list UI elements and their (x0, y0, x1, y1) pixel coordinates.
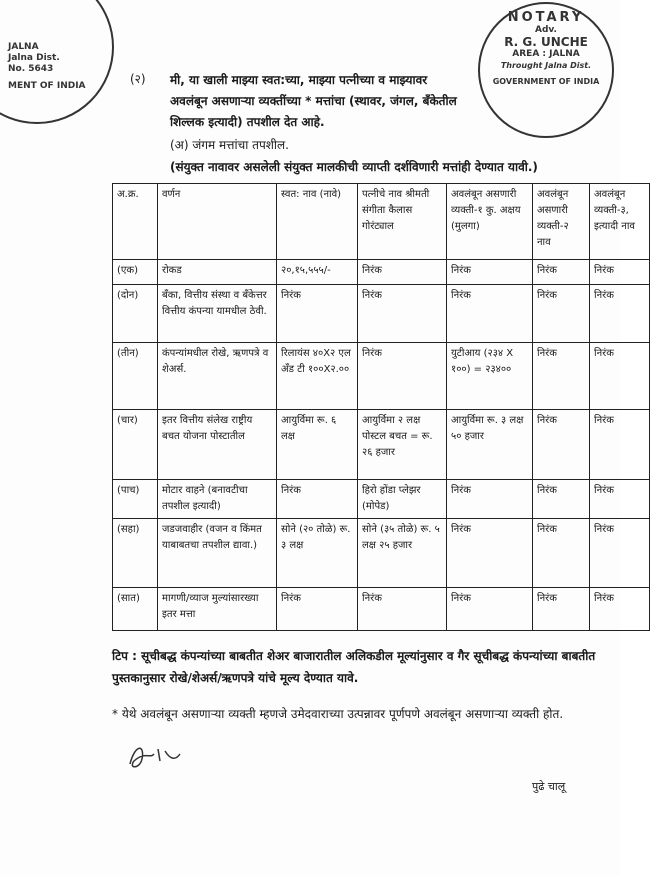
table-cell: हिरो होंडा प्लेझर (मोपेड) (358, 480, 447, 519)
table-row (113, 480, 650, 519)
table-cell: (एक) (113, 260, 158, 285)
table-cell: निरंक (533, 519, 590, 588)
column-header: अ.क्र. (113, 184, 158, 260)
table-cell: निरंक (533, 480, 590, 519)
table-cell: निरंक (277, 588, 358, 631)
table-cell: निरंक (358, 343, 447, 410)
stamp-text: MENT OF INDIA (8, 81, 86, 91)
table-cell: (दोन) (113, 285, 158, 343)
column-header: स्वत: नाव (नावे) (277, 184, 358, 260)
stamp-text: AREA : JALNA (512, 49, 580, 59)
table-cell: निरंक (590, 588, 650, 631)
table-cell: निरंक (447, 519, 533, 588)
stamp-text: Adv. (535, 25, 557, 35)
table-cell: निरंक (447, 285, 533, 343)
table-cell: निरंक (358, 260, 447, 285)
movable-assets-table (112, 183, 650, 631)
column-header: अवलंबून असणारी व्यक्ती-१ कु. अक्षय (मुलगा) (447, 184, 533, 260)
table-cell: (तीन) (113, 343, 158, 410)
table-cell: निरंक (533, 285, 590, 343)
table-cell: सोने (३५ तोळे) रू. ५ लक्ष २५ हजार (358, 519, 447, 588)
table-cell: निरंक (590, 480, 650, 519)
table-cell: निरंक (590, 410, 650, 480)
table-cell: युटीआय (२३४ X १००) = २३४०० (447, 343, 533, 410)
table-cell: (सहा) (113, 519, 158, 588)
table-cell: (सात) (113, 588, 158, 631)
column-header: वर्णन (158, 184, 277, 260)
stamp-text: JALNA (8, 42, 39, 52)
stamp-text: Jalna Dist. (8, 53, 60, 63)
table-cell: निरंक (358, 285, 447, 343)
table-row (113, 410, 650, 480)
table-cell: मोटार वाहने (बनावटीचा तपशील इत्यादी) (158, 480, 277, 519)
subnote: (संयुक्त नावावर असलेली संयुक्त मालकीची व्याप्ती दर्शविणारी मत्तांही देण्यात यावी.) (170, 160, 538, 174)
table-row (113, 285, 650, 343)
table-cell: निरंक (533, 410, 590, 480)
table-cell: निरंक (533, 343, 590, 410)
intro-paragraph: मी, या खाली माझ्या स्वत:च्या, माझ्या पत्नीच्या व माझ्यावर अवलंबून असणाऱ्या व्यक्तींच्या * मत्तांचा (स्थावर, जंगल, बँकेतील शिल्लक इत्यादी) तपशील देत आहे. (170, 73, 457, 129)
signature (120, 739, 190, 779)
footnote: * येथे अवलंबून असणाऱ्या व्यक्ती म्हणजे उमेदवाराच्या उत्पन्नावर पूर्णपणे अवलंबून असणाऱ्या व्यक्ती होत. (112, 707, 564, 721)
table-cell: निरंक (277, 480, 358, 519)
stamp-text: NOTARY (507, 10, 585, 25)
table-cell: निरंक (447, 480, 533, 519)
table-cell: आयुर्विमा रू. ६ लक्ष (277, 410, 358, 480)
table-cell: निरंक (358, 588, 447, 631)
stamp-text: GOVERNMENT OF INDIA (492, 77, 600, 86)
subheading: (अ) जंगम मत्तांचा तपशील. (170, 138, 289, 152)
notary-stamp-left (0, 0, 114, 124)
table-cell: निरंक (590, 285, 650, 343)
table-cell: जडजवाहीर (वजन व किंमत याबाबतचा तपशील द्यावा.) (158, 519, 277, 588)
stamp-text: No. 5643 (8, 64, 54, 74)
table-cell: इतर वित्तीय संलेख राष्ट्रीय बचत योजना पोस्टातील (158, 410, 277, 480)
table-cell: मागणी/व्याज मुल्यांसारख्या इतर मत्ता (158, 588, 277, 631)
table-cell: सोने (२० तोळे) रू. ३ लक्ष (277, 519, 358, 588)
table-row (113, 260, 650, 285)
table-cell: निरंक (590, 519, 650, 588)
column-header: अवलंबून असणारी व्यक्ती-२ नाव (533, 184, 590, 260)
table-cell: निरंक (590, 343, 650, 410)
table-cell: निरंक (277, 285, 358, 343)
table-cell: (चार) (113, 410, 158, 480)
table-cell: निरंक (590, 260, 650, 285)
table-cell: निरंक (533, 588, 590, 631)
table-cell: निरंक (447, 588, 533, 631)
table-row (113, 343, 650, 410)
table-row (113, 519, 650, 588)
table-cell: (पाच) (113, 480, 158, 519)
table-header-row (113, 184, 650, 260)
table-row (113, 588, 650, 631)
continued-label: पुढे चालू (532, 780, 566, 793)
table-cell: निरंक (533, 260, 590, 285)
table-cell: रोकड (158, 260, 277, 285)
stamp-text: Throught Jalna Dist. (500, 61, 592, 70)
table-cell: रिलायंस ४०X२ एल अँड टी १००X२.०० (277, 343, 358, 410)
section-number: (२) (130, 72, 146, 86)
table-cell: बँका, वित्तीय संस्था व बँकेत्तर वित्तीय कंपन्या यामधील ठेवी. (158, 285, 277, 343)
table-cell: २०,१५,५५५/- (277, 260, 358, 285)
stamp-text: R. G. UNCHE (504, 35, 588, 49)
column-header: अवलंबून व्यक्ती-३, इत्यादी नाव (590, 184, 650, 260)
table-cell: कंपन्यांमधील रोखे, ऋणपत्रे व शेअर्स. (158, 343, 277, 410)
tip-note: टिप : सूचीबद्ध कंपन्यांच्या बाबतीत शेअर बाजारातील अलिकडील मूल्यांनुसार व गैर सूचीबद्ध कंपन्यांच्या बाबतीत पुस्तकानुसार रोखे/शेअर्स/ऋणपत्रे यांचे मूल्य देण्यात यावे. (112, 649, 596, 685)
table-cell: निरंक (447, 260, 533, 285)
column-header: पत्नीचे नाव श्रीमती संगीता कैलास गोरंट्याल (358, 184, 447, 260)
table-cell: आयुर्विमा रू. ३ लक्ष ५० हजार (447, 410, 533, 480)
table-cell: आयुर्विमा २ लक्ष पोस्टल बचत = रू. २६ हजार (358, 410, 447, 480)
